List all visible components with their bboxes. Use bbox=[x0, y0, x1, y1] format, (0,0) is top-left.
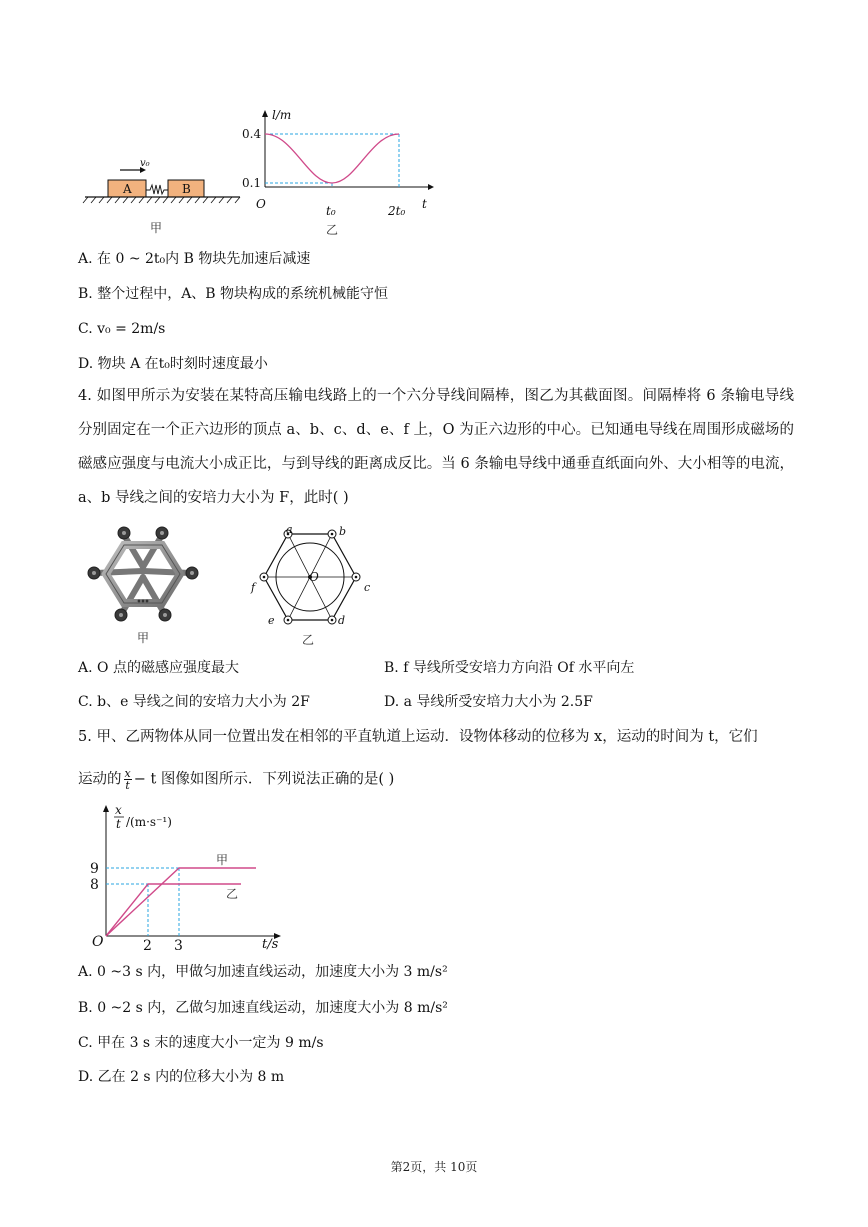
y-label-num: x bbox=[115, 803, 122, 817]
q3-option-c: C. v₀ = 2m/s bbox=[78, 321, 166, 337]
y-label-unit: /(m·s⁻¹) bbox=[126, 815, 172, 829]
series-jia-line bbox=[106, 868, 256, 936]
length-curve bbox=[265, 134, 399, 183]
block-b-label: B bbox=[182, 182, 191, 196]
q5-stem-line2 bbox=[78, 768, 394, 791]
caption-jia-top: 甲 bbox=[150, 221, 163, 235]
q4-option-d: D. a 导线所受安培力大小为 2.5F bbox=[384, 694, 593, 710]
block-a-label: A bbox=[123, 182, 132, 196]
y-tick-low: 0.1 bbox=[242, 176, 262, 190]
caption-yi-top: 乙 bbox=[326, 223, 339, 237]
v0-label: v₀ bbox=[140, 158, 150, 169]
q5-option-d: D. 乙在 2 s 内的位移大小为 8 m bbox=[78, 1069, 285, 1085]
node-label-b: b bbox=[339, 525, 347, 538]
series-jia-label: 甲 bbox=[216, 853, 229, 867]
x-label-q5: t/s bbox=[262, 937, 279, 952]
blocks-figure bbox=[80, 150, 245, 240]
q4-stem: 4. 如图甲所示为安装在某特高压输电线路上的一个六分导线间隔棒，图乙为其截面图。间隔棒将 6 条输电导线分别固定在一个正六边形的顶点 a、b、c、d、e、f 上，O 为正六边形的中心。已知通电导线在周围形成磁场的磁感应强度与电流大小成正比，与到导线的距离成反比。当 6 条输电导线中通垂直纸面向外、大小相等的电流，a、b 导线之间的安培力大小为 F，此时( ) bbox=[78, 388, 794, 506]
caption-yi-q4: 乙 bbox=[302, 633, 315, 647]
q5-stem-pre: 运动的 bbox=[78, 771, 122, 788]
q4-option-c: C. b、e 导线之间的安培力大小为 2F bbox=[78, 694, 310, 710]
caption-jia-q4: 甲 bbox=[137, 631, 150, 645]
x-axis-label: t bbox=[422, 197, 427, 211]
q4-option-a: A. O 点的磁感应强度最大 bbox=[78, 660, 239, 676]
q4-option-b: B. f 导线所受安培力方向沿 Of 水平向左 bbox=[384, 660, 635, 676]
q5-option-c: C. 甲在 3 s 末的速度大小一定为 9 m/s bbox=[78, 1035, 324, 1051]
tick-3: 3 bbox=[174, 938, 183, 954]
series-yi-label: 乙 bbox=[226, 887, 239, 901]
y-label-den: t bbox=[116, 817, 121, 831]
length-time-graph bbox=[238, 105, 438, 240]
node-label-c: c bbox=[364, 581, 371, 594]
node-label-a: a bbox=[286, 524, 293, 536]
x-tick-2t0: 2t₀ bbox=[388, 204, 406, 218]
node-label-f: f bbox=[251, 581, 256, 594]
tick-8: 8 bbox=[90, 877, 99, 893]
q5-stem-post: − t 图像如图所示．下列说法正确的是( ) bbox=[133, 771, 395, 788]
node-label-d: d bbox=[338, 614, 346, 627]
cross-section-diagram bbox=[246, 524, 376, 650]
y-tick-high: 0.4 bbox=[242, 127, 262, 141]
q3-option-b: B. 整个过程中，A、B 物块构成的系统机械能守恒 bbox=[78, 286, 389, 302]
node-label-e: e bbox=[268, 614, 275, 627]
tick-2: 2 bbox=[143, 938, 152, 954]
y-axis-label: l/m bbox=[272, 108, 292, 122]
x-tick-t0: t₀ bbox=[326, 204, 336, 218]
q3-option-a: A. 在 0 ~ 2t₀内 B 物块先加速后减速 bbox=[78, 251, 311, 267]
page-footer: 第2页，共 10页 bbox=[390, 1160, 478, 1174]
node-label-o: O bbox=[309, 570, 319, 584]
q5-stem-line1: 5. 甲、乙两物体从同一位置出发在相邻的平直轨道上运动．设物体移动的位移为 x，运动的时间为 t，它们 bbox=[78, 729, 758, 745]
q3-option-d: D. 物块 A 在t₀时刻时速度最小 bbox=[78, 356, 268, 372]
series-yi-line bbox=[106, 884, 241, 936]
q5-stem-frac-num: x bbox=[124, 767, 131, 780]
velocity-time-graph bbox=[86, 800, 291, 955]
q5-option-b: B. 0 ~2 s 内，乙做匀加速直线运动，加速度大小为 8 m/s² bbox=[78, 1000, 448, 1016]
q5-stem-fraction bbox=[124, 768, 132, 791]
q5-option-a: A. 0 ~3 s 内，甲做匀加速直线运动，加速度大小为 3 m/s² bbox=[78, 964, 448, 980]
origin-label-q5: O bbox=[92, 934, 104, 950]
spring bbox=[146, 185, 168, 194]
origin-label: O bbox=[256, 197, 266, 211]
q5-stem-frac-den: t bbox=[125, 779, 130, 792]
spacer-photo bbox=[84, 525, 202, 647]
tick-9: 9 bbox=[90, 861, 99, 877]
